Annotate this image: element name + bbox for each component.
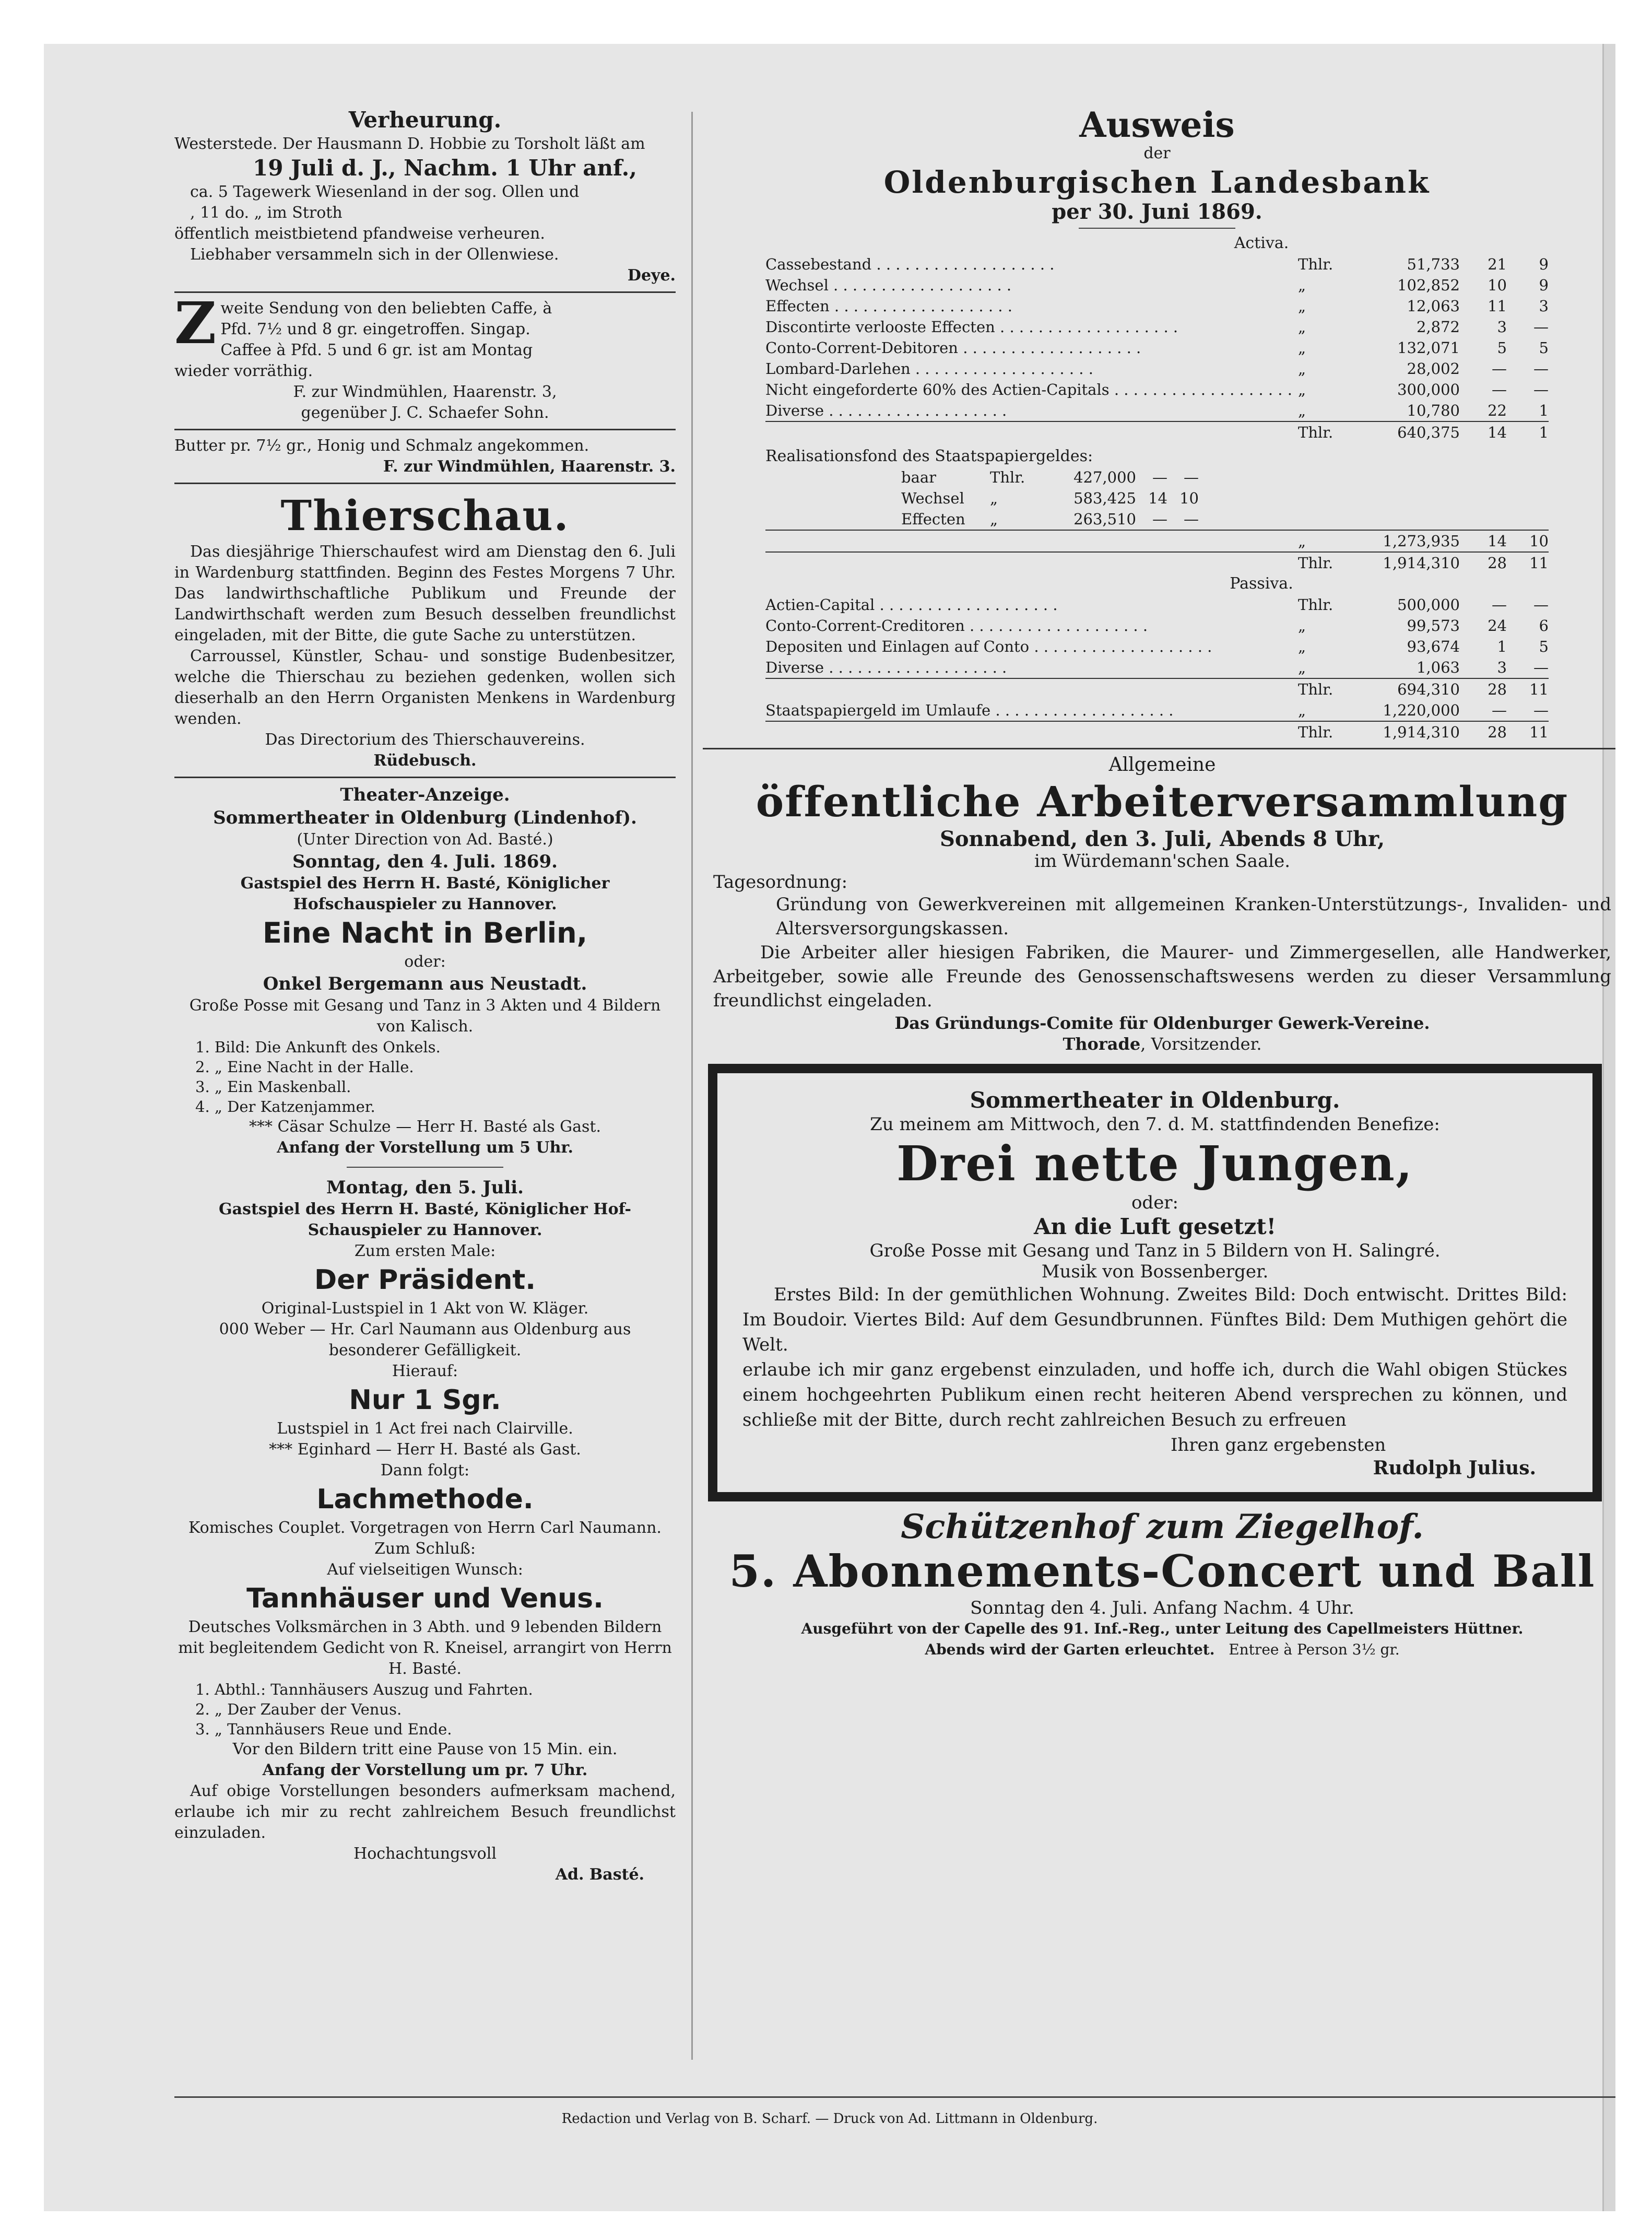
ledger-unit: Thlr. — [1298, 596, 1334, 614]
ledger-amount: 1,914,310 — [1383, 723, 1460, 741]
theater-heading: Theater-Anzeige. — [340, 784, 510, 805]
verheurung-line: , 11 do. „ im Stroth — [190, 204, 343, 222]
caffee-notice — [174, 298, 676, 424]
ledger-label: Conto-Corrent-Debitoren . . . . . . . . . . . . . . . . . . . — [765, 339, 1141, 357]
play-description: Große Posse mit Gesang und Tanz in 3 Akten und 4 Bildern von Kalisch. — [189, 996, 661, 1036]
ledger-amount: 12,063 — [1407, 297, 1460, 315]
ledger-groschen: 14 — [1488, 424, 1507, 441]
ledger-amount: 1,063 — [1416, 659, 1460, 676]
short-divider — [347, 1167, 503, 1168]
ledger-amount: 694,310 — [1397, 680, 1460, 698]
ledger-unit: Thlr. — [1298, 255, 1334, 273]
benefit-description: Große Posse mit Gesang und Tanz in 5 Bildern von H. Salingré. — [869, 1240, 1441, 1261]
chair-name: Thorade — [1063, 1034, 1141, 1054]
concert-entry: Entree à Person 3½ gr. — [1229, 1641, 1400, 1658]
statement-der: der — [1143, 144, 1171, 162]
ledger-row — [765, 530, 1549, 551]
ledger-unit: Thlr. — [1298, 424, 1334, 441]
play-title: Eine Nacht in Berlin, — [262, 917, 588, 949]
concert-extra — [703, 1639, 1615, 1660]
verheurung-line: Westerstede. Der Hausmann D. Hobbie zu Torsholt läßt am — [174, 135, 645, 153]
activa-table — [765, 254, 1549, 443]
ledger-unit: „ — [1298, 381, 1306, 398]
play-oder: oder: — [404, 953, 446, 971]
ledger-groschen: 14 — [1488, 532, 1507, 550]
ledger-groschen: 28 — [1488, 554, 1507, 572]
play-description: Lustspiel in 1 Act frei nach Clairville. — [277, 1419, 573, 1438]
ledger-pfennig: 10 — [1529, 532, 1549, 550]
ledger-row — [765, 700, 1549, 721]
passiva-table — [765, 594, 1549, 678]
ledger-amount: 102,852 — [1397, 276, 1460, 294]
concert-performer: Ausgeführt von der Capelle des 91. Inf.-Reg., unter Leitung des Capellmeisters Hüttner. — [801, 1620, 1524, 1637]
ledger-label: Lombard-Darlehen . . . . . . . . . . . . . . . . . . . — [765, 360, 1093, 378]
guest-performance: Gastspiel des Herrn H. Basté, Königlicher Hof-Schauspieler zu Hannover. — [219, 1200, 631, 1239]
activa-total — [765, 551, 1549, 573]
ledger-groschen: 3 — [1497, 659, 1507, 676]
play-description: Original-Lustspiel in 1 Akt von W. Kläger. — [261, 1299, 589, 1318]
ledger-amount: 427,000 — [1073, 468, 1136, 486]
play-description: Deutsches Volksmärchen in 3 Abth. und 9 lebenden Bildern mit begleitendem Gedicht von R. Kneisel, arrangirt von Herrn H. Basté. — [178, 1618, 672, 1678]
ledger-subrow — [765, 488, 1549, 509]
ledger-groschen: — — [1152, 510, 1167, 528]
bank-name: Oldenburgischen Landesbank — [883, 165, 1431, 200]
ledger-label: Diverse . . . . . . . . . . . . . . . . . . . — [765, 659, 1007, 676]
ledger-label: Effecten — [901, 510, 965, 528]
theater-notice — [174, 783, 676, 1885]
ledger-amount: 1,914,310 — [1383, 554, 1460, 572]
passiva-total — [765, 721, 1549, 743]
statement-date: per 30. Juni 1869. — [1052, 199, 1262, 224]
scene-list — [174, 1037, 676, 1117]
ledger-pfennig: 11 — [1529, 723, 1549, 741]
ledger-pfennig: — — [1533, 596, 1549, 614]
caffee-signature: gegenüber J. C. Schaefer Sohn. — [301, 404, 549, 422]
ledger-groschen: 1 — [1497, 638, 1507, 655]
verheurung-line: öffentlich meistbietend pfandweise verheuren. — [174, 225, 545, 243]
ledger-pfennig: 11 — [1529, 554, 1549, 572]
caffee-line: weite Sendung von den beliebten Caffe, à — [220, 299, 552, 318]
scene-item: 2. „ Eine Nacht in der Halle. — [195, 1058, 414, 1076]
chair-title: , Vorsitzender. — [1140, 1034, 1262, 1054]
ledger-label: Discontirte verlooste Effecten . . . . . . . . . . . . . . . . . . . — [765, 318, 1178, 336]
play-title: Lachmethode. — [316, 1484, 534, 1515]
concert-notice — [703, 1509, 1615, 1660]
ledger-groschen: 22 — [1488, 402, 1507, 419]
ledger-row — [765, 421, 1549, 443]
ledger-amount: 640,375 — [1397, 424, 1460, 441]
divider — [174, 291, 676, 293]
ledger-amount: 2,872 — [1416, 318, 1460, 336]
ledger-pfennig: 1 — [1539, 424, 1549, 441]
realisation-label: Realisationsfond des Staatspapiergeldes: — [765, 447, 1093, 465]
hierauf-note: Hierauf: — [392, 1362, 458, 1380]
ledger-row — [765, 594, 1549, 615]
benefit-music: Musik von Bossenberger. — [1041, 1261, 1269, 1282]
ledger-pfennig: 5 — [1539, 339, 1549, 357]
scene-item: 1. Bild: Die Ankunft des Onkels. — [195, 1038, 441, 1056]
newspaper-page — [44, 44, 1615, 2211]
ledger-groschen: — — [1492, 381, 1507, 398]
assembly-chair — [713, 1034, 1611, 1054]
ledger-label — [765, 553, 1298, 573]
part-item: 2. „ Der Zauber der Venus. — [195, 1700, 402, 1718]
ledger-groschen: 11 — [1488, 297, 1507, 315]
realisation-table — [765, 467, 1549, 530]
verheurung-notice — [174, 107, 676, 286]
divider — [703, 748, 1615, 749]
ledger-groschen: 28 — [1488, 680, 1507, 698]
ledger-row — [765, 551, 1549, 573]
bank-statement — [703, 107, 1549, 743]
ledger-row — [765, 316, 1549, 337]
thierschau-paragraph: Carroussel, Künstler, Schau- und sonstige Budenbesitzer, welche die Thierschau zu beziehen gedenken, wollen sich dieserhalb an den Herrn Organisten Menkens in Wardenburg wenden. — [174, 647, 676, 728]
then-note: Dann folgt: — [380, 1461, 470, 1480]
agenda-text: Gründung von Gewerkvereinen mit allgemeinen Kranken-Unterstützungs-, Invaliden- und Altersversorgungskassen. — [776, 894, 1611, 939]
assembly-invite: Die Arbeiter aller hiesigen Fabriken, die Maurer- und Zimmergesellen, alle Handwerker, Arbeitgeber, sowie alle Freunde des Genossenschaftswesens werden zu dieser Versammlung freundlichst eingeladen. — [713, 942, 1611, 1011]
ledger-pfennig: 3 — [1539, 297, 1549, 315]
start-time: Anfang der Vorstellung um pr. 7 Uhr. — [262, 1761, 588, 1779]
ledger-label: Nicht eingeforderte 60% des Actien-Capitals . . . . . . . . . . . . . . . . . . . — [765, 381, 1292, 398]
ledger-pfennig: 5 — [1539, 638, 1549, 655]
ledger-pfennig: 1 — [1539, 402, 1549, 419]
ledger-unit: „ — [1298, 701, 1306, 719]
benefit-closing: Ihren ganz ergebensten — [1171, 1435, 1386, 1456]
ledger-row — [765, 657, 1549, 678]
pause-note: Vor den Bildern tritt eine Pause von 15 Min. ein. — [232, 1740, 618, 1758]
assembly-pre: Allgemeine — [1108, 754, 1216, 776]
concert-venue: Schützenhof zum Ziegelhof. — [901, 1507, 1424, 1546]
performance-date: Montag, den 5. Juli. — [326, 1177, 524, 1198]
ledger-pfennig: 11 — [1529, 680, 1549, 698]
assembly-signature: Das Gründungs-Comite für Oldenburger Gewerk-Vereine. — [894, 1013, 1430, 1033]
thierschau-signature: Das Directorium des Thierschauvereins. — [265, 731, 585, 749]
ledger-label: Depositen und Einlagen auf Conto . . . . . . . . . . . . . . . . . . . — [765, 638, 1212, 655]
passiva-sum — [765, 678, 1549, 700]
benefit-subtitle: An die Luft gesetzt! — [1033, 1214, 1277, 1239]
ledger-unit: „ — [990, 510, 998, 528]
ledger-row — [765, 337, 1549, 358]
cast-line: *** Eginhard — Herr H. Basté als Gast. — [269, 1440, 581, 1459]
concert-date: Sonntag den 4. Juli. Anfang Nachm. 4 Uhr. — [970, 1598, 1354, 1618]
ledger-row — [765, 275, 1549, 296]
ledger-pfennig: 10 — [1179, 489, 1199, 507]
thierschau-title: Thierschau. — [280, 491, 570, 540]
ledger-row — [765, 678, 1549, 700]
ledger-label: Diverse . . . . . . . . . . . . . . . . . . . — [765, 402, 1007, 419]
play-title: Der Präsident. — [314, 1264, 536, 1296]
ledger-groschen: 10 — [1488, 276, 1507, 294]
theater-direction: (Unter Direction von Ad. Basté.) — [297, 830, 553, 849]
ledger-subrow — [765, 509, 1549, 530]
ledger-unit: „ — [1298, 297, 1306, 315]
ledger-unit: „ — [1298, 638, 1306, 655]
realisation-sum — [765, 530, 1549, 551]
verheurung-signature: Deye. — [627, 266, 676, 285]
ledger-amount: 1,220,000 — [1383, 701, 1460, 719]
ledger-label: baar — [901, 468, 937, 486]
thierschau-notice — [174, 489, 676, 771]
benefit-oder: oder: — [1131, 1192, 1179, 1213]
ledger-row — [765, 358, 1549, 379]
part-list — [174, 1680, 676, 1739]
ledger-label: Staatspapiergeld im Umlaufe . . . . . . . . . . . . . . . . . . . — [765, 701, 1174, 719]
ledger-groschen: — — [1152, 468, 1167, 486]
assembly-title: öffentliche Arbeiterversammlung — [756, 777, 1569, 826]
footer-rule — [174, 2096, 1615, 2098]
divider — [174, 483, 676, 484]
play-description: Komisches Couplet. Vorgetragen von Herrn Carl Naumann. — [188, 1519, 662, 1537]
drop-cap: Z — [174, 298, 217, 357]
ledger-row — [765, 379, 1549, 400]
benefit-signer: Rudolph Julius. — [1373, 1457, 1536, 1479]
ledger-pfennig: — — [1533, 659, 1549, 676]
theater-closing: Hochachtungsvoll — [353, 1845, 497, 1863]
ledger-unit: Thlr. — [1298, 554, 1334, 572]
caffee-line: Pfd. 7½ und 8 gr. eingetroffen. Singap. — [220, 320, 530, 338]
caffee-line: wieder vorräthig. — [174, 362, 313, 380]
ledger-amount: 583,425 — [1073, 489, 1136, 507]
ledger-pfennig: 6 — [1539, 617, 1549, 635]
part-item: 1. Abthl.: Tannhäusers Auszug und Fahrten. — [195, 1681, 533, 1698]
ledger-label — [765, 422, 1298, 443]
ledger-label: Conto-Corrent-Creditoren . . . . . . . . . . . . . . . . . . . — [765, 617, 1148, 635]
ledger-unit: „ — [1298, 318, 1306, 336]
ledger-amount: 93,674 — [1407, 638, 1460, 655]
ledger-pfennig: — — [1533, 318, 1549, 336]
concert-garden: Abends wird der Garten erleuchtet. — [925, 1641, 1215, 1658]
left-column — [174, 107, 676, 2055]
caffee-line: Caffee à Pfd. 5 und 6 gr. ist am Montag — [220, 341, 533, 359]
butter-notice — [174, 436, 676, 477]
ledger-amount: 99,573 — [1407, 617, 1460, 635]
ledger-groschen: — — [1492, 701, 1507, 719]
play-title: Nur 1 Sgr. — [349, 1384, 501, 1416]
concert-title: 5. Abonnements-Concert und Ball — [729, 1545, 1596, 1597]
theater-signer: Ad. Basté. — [555, 1865, 644, 1884]
column-rule — [691, 112, 693, 2060]
assembly-place: im Würdemann'schen Saale. — [1034, 851, 1291, 872]
ledger-label — [765, 679, 1298, 700]
ledger-pfennig: — — [1533, 360, 1549, 378]
ledger-unit: „ — [1298, 360, 1306, 378]
ledger-row — [765, 254, 1549, 275]
ledger-unit: „ — [1298, 339, 1306, 357]
ledger-groschen: — — [1492, 360, 1507, 378]
ledger-pfennig: 9 — [1539, 276, 1549, 294]
short-divider — [1079, 228, 1235, 229]
ledger-amount: 300,000 — [1397, 381, 1460, 398]
ledger-unit: Thlr. — [990, 468, 1025, 486]
thierschau-signer: Rüdebusch. — [373, 752, 477, 770]
finale-note: Zum Schluß: — [374, 1540, 476, 1558]
benefit-intro: Zu meinem am Mittwoch, den 7. d. M. stattfindenden Benefize: — [870, 1114, 1440, 1135]
activa-label: Activa. — [1234, 234, 1289, 252]
butter-signature: F. zur Windmühlen, Haarenstr. 3. — [383, 457, 676, 476]
ledger-label: Wechsel — [901, 489, 964, 507]
play-title: Tannhäuser und Venus. — [246, 1583, 604, 1614]
statement-title: Ausweis — [1079, 107, 1235, 145]
theater-invite: Auf obige Vorstellungen besonders aufmerksam machend, erlaube ich mir zu recht zahlreichem Besuch freundlichst einzuladen. — [174, 1782, 676, 1842]
wish-note: Auf vielseitigen Wunsch: — [327, 1560, 523, 1579]
worker-assembly-notice — [703, 755, 1615, 1054]
ledger-unit: Thlr. — [1298, 723, 1334, 741]
agenda-label: Tagesordnung: — [713, 872, 848, 893]
ledger-label: Cassebestand . . . . . . . . . . . . . . . . . . . — [765, 255, 1055, 273]
ledger-label — [765, 531, 1298, 551]
imprint: Redaction und Verlag von B. Scharf. — Druck von Ad. Littmann in Oldenburg. — [561, 2111, 1098, 2127]
ledger-label: Wechsel . . . . . . . . . . . . . . . . . . . — [765, 276, 1012, 294]
ledger-amount: 1,273,935 — [1383, 532, 1460, 550]
verheurung-date: 19 Juli d. J., Nachm. 1 Uhr anf., — [253, 155, 637, 181]
ledger-row — [765, 615, 1549, 636]
ledger-pfennig: 9 — [1539, 255, 1549, 273]
benefit-performance-box — [708, 1064, 1602, 1501]
divider — [174, 429, 676, 430]
ledger-subrow — [765, 467, 1549, 488]
start-time: Anfang der Vorstellung um 5 Uhr. — [277, 1139, 573, 1157]
ledger-amount: 10,780 — [1407, 402, 1460, 419]
passiva-label: Passiva. — [1230, 574, 1293, 593]
ledger-row — [765, 721, 1549, 743]
ledger-unit: „ — [1298, 659, 1306, 676]
ledger-label: Actien-Capital . . . . . . . . . . . . . . . . . . . — [765, 596, 1058, 614]
staatspapier-row — [765, 700, 1549, 721]
ledger-pfennig: — — [1184, 510, 1199, 528]
ledger-amount: 51,733 — [1407, 255, 1460, 273]
ledger-groschen: 28 — [1488, 723, 1507, 741]
ledger-unit: „ — [990, 489, 998, 507]
verheurung-line: Liebhaber versammeln sich in der Ollenwiese. — [190, 245, 559, 264]
performance-date: Sonntag, den 4. Juli. 1869. — [292, 851, 558, 872]
ledger-groschen: 21 — [1488, 255, 1507, 273]
ledger-unit: „ — [1298, 532, 1306, 550]
first-time-note: Zum ersten Male: — [354, 1242, 496, 1260]
ledger-label — [765, 722, 1298, 743]
ledger-pfennig: — — [1533, 701, 1549, 719]
cast-line: 000 Weber — Hr. Carl Naumann aus Oldenburg aus besonderer Gefälligkeit. — [219, 1320, 631, 1359]
ledger-groschen: 24 — [1488, 617, 1507, 635]
ledger-amount: 263,510 — [1073, 510, 1136, 528]
divider — [174, 777, 676, 778]
ledger-amount: 500,000 — [1397, 596, 1460, 614]
benefit-invite: erlaube ich mir ganz ergebenst einzuladen, und hoffe ich, durch die Wahl obigen Stückes einem hochgeehrten Publikum einen recht heiteren Abend versprechen zu können, und schließe mit der Bitte, durch recht zahlreichen Besuch zu erfreuen — [742, 1359, 1567, 1430]
caffee-signature: F. zur Windmühlen, Haarenstr. 3, — [293, 383, 557, 401]
cast-line: *** Cäsar Schulze — Herr H. Basté als Gast. — [249, 1118, 601, 1136]
ledger-pfennig: — — [1533, 381, 1549, 398]
ledger-groschen: — — [1492, 596, 1507, 614]
ledger-row — [765, 636, 1549, 657]
benefit-venue: Sommertheater in Oldenburg. — [970, 1087, 1340, 1113]
scene-item: 3. „ Ein Maskenball. — [195, 1078, 351, 1096]
verheurung-title: Verheurung. — [348, 107, 502, 133]
verheurung-line: ca. 5 Tagewerk Wiesenland in der sog. Ollen und — [190, 183, 580, 201]
ledger-amount: 132,071 — [1397, 339, 1460, 357]
benefit-scenes: Erstes Bild: In der gemüthlichen Wohnung. Zweites Bild: Doch entwischt. Drittes Bild: Im Boudoir. Viertes Bild: Auf dem Gesundbrunnen. Fünftes Bild: Dem Muthigen gehört die Welt. — [742, 1284, 1567, 1355]
assembly-date: Sonnabend, den 3. Juli, Abends 8 Uhr, — [939, 827, 1385, 851]
ledger-unit: „ — [1298, 617, 1306, 635]
ledger-unit: „ — [1298, 276, 1306, 294]
ledger-unit: Thlr. — [1298, 680, 1334, 698]
benefit-title: Drei nette Jungen, — [896, 1135, 1413, 1192]
right-column — [703, 107, 1615, 2065]
thierschau-paragraph: Das diesjährige Thierschaufest wird am Dienstag den 6. Juli in Wardenburg stattfinden. Beginn des Festes Morgens 7 Uhr. Das landwirthschaftliche Publikum und Freunde der Landwirthschaft werden zum Besuch desselben freundlichst eingeladen, mit der Bitte, die gute Sache zu unterstützen. — [174, 543, 676, 644]
butter-line: Butter pr. 7½ gr., Honig und Schmalz angekommen. — [174, 437, 589, 455]
ledger-groschen: 5 — [1497, 339, 1507, 357]
part-item: 3. „ Tannhäusers Reue und Ende. — [195, 1720, 452, 1738]
ledger-amount: 28,002 — [1407, 360, 1460, 378]
ledger-pfennig: — — [1184, 468, 1199, 486]
ledger-row — [765, 400, 1549, 421]
ledger-unit: „ — [1298, 402, 1306, 419]
ledger-label: Effecten . . . . . . . . . . . . . . . . . . . — [765, 297, 1012, 315]
theater-venue: Sommertheater in Oldenburg (Lindenhof). — [213, 807, 637, 828]
play-subtitle: Onkel Bergemann aus Neustadt. — [263, 973, 587, 994]
scene-item: 4. „ Der Katzenjammer. — [195, 1098, 375, 1116]
ledger-groschen: 3 — [1497, 318, 1507, 336]
guest-performance: Gastspiel des Herrn H. Basté, Königlicher Hofschauspieler zu Hannover. — [240, 874, 610, 913]
ledger-row — [765, 296, 1549, 316]
ledger-groschen: 14 — [1148, 489, 1167, 507]
